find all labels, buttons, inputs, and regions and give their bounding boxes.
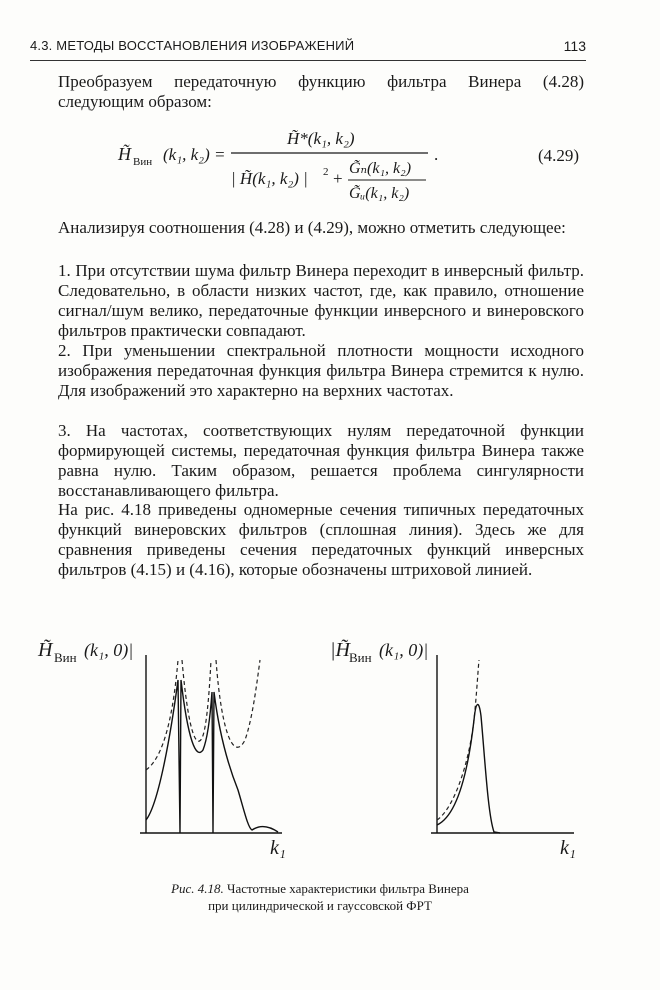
eq-lhs-symbol: H̃ (118, 144, 131, 164)
point-1-text: 1. При отсутствии шума фильтр Винера переходит в инверсный фильтр. Следовательно, в области низких частот, где, как правило, отношение сигнал/шум велико, передаточные функции инверсного и винеровского фильтров практически совпадают. (58, 261, 584, 340)
analysis-text: Анализируя соотношения (4.28) и (4.29), можно отметить следующее: (58, 218, 566, 237)
eq-inner-denominator: G̃ᵤ(k₁, k₂) (349, 185, 410, 202)
eq-numerator: H̃*(k₁, k₂) (287, 129, 355, 148)
eq-inner-numerator: G̃ₙ(k₁, k₂) (349, 160, 412, 177)
point-3-text: 3. На частотах, соответствующих нулям передаточной функции формирующей системы, передаточная функция фильтра Винера также равна нулю. Таким образом, решается проблема сингулярности восстанавливающего фильтра. (58, 421, 584, 500)
intro-paragraph (58, 72, 584, 112)
right-xlabel: k₁ (560, 837, 576, 859)
page-header (30, 38, 586, 58)
analysis-paragraph (58, 218, 584, 238)
right-wiener-filter-curve (437, 704, 500, 833)
point-3-paragraph (58, 421, 584, 501)
equation-number: (4.29) (538, 146, 580, 165)
page-number: 113 (563, 38, 586, 54)
left-wiener-filter-curve (146, 680, 278, 833)
eq-den-power: 2 (323, 166, 329, 178)
intro-text: Преобразуем передаточную функцию фильтра Винера (4.28) следующим образом: (58, 72, 584, 111)
left-ylabel-subscript: Вин (54, 650, 77, 665)
left-inverse-filter-curve (146, 660, 260, 770)
figure-caption (100, 880, 540, 914)
caption-label: Рис. 4.18. (171, 881, 224, 896)
point-2-text: 2. При уменьшении спектральной плотности мощности исходного изображения передаточная функция фильтра Винера стремится к нулю. Для изображений это характерно на верхних частотах. (58, 341, 584, 400)
left-ylabel-symbol: H̃ (38, 639, 53, 661)
section-title: 4.3. МЕТОДЫ ВОССТАНОВЛЕНИЯ ИЗОБРАЖЕНИЙ (30, 38, 355, 53)
eq-period: . (434, 145, 439, 164)
right-ylabel-args: (k₁, 0)| (379, 640, 429, 660)
point-1-paragraph (58, 261, 584, 341)
right-ylabel-symbol: |H̃ (330, 639, 350, 661)
caption-line-2: при цилиндрической и гауссовской ФРТ (208, 898, 432, 913)
figure-reference-text: На рис. 4.18 приведены одномерные сечения типичных передаточных функций винеровских фильтров (сплошная линия). Здесь же для сравнения приведены сечения передаточных функций инверсных фильтров (4.15) и (4.16), которые обозначены штриховой линией. (58, 500, 584, 579)
header-rule (30, 60, 586, 61)
left-ylabel-args: (k₁, 0)| (84, 640, 134, 660)
caption-line-1: Частотные характеристики фильтра Винера (227, 881, 469, 896)
eq-den-term1: | H̃(k₁, k₂) | (231, 169, 308, 188)
eq-lhs-subscript: Вин (133, 156, 153, 168)
figure-4-18 (0, 620, 660, 870)
figure-reference-paragraph (58, 500, 584, 580)
point-2-paragraph (58, 341, 584, 401)
eq-den-plus: + (333, 169, 343, 188)
right-ylabel-subscript: Вин (349, 650, 372, 665)
eq-lhs-args: (k₁, k₂) = (163, 145, 226, 164)
left-xlabel: k₁ (270, 837, 286, 859)
